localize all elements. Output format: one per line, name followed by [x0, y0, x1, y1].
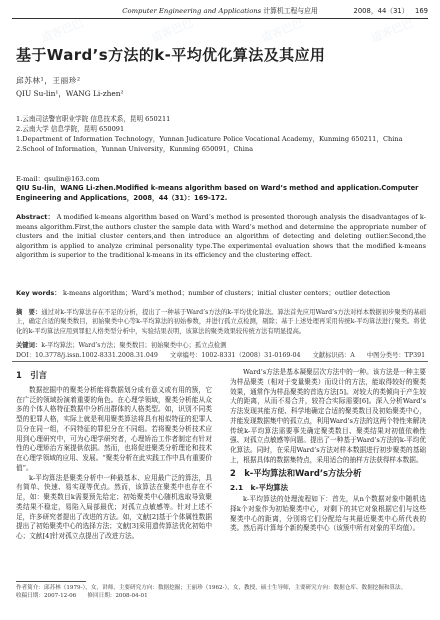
keywords-cn-label: 关键词：	[16, 342, 42, 349]
body-column-left	[16, 368, 212, 542]
body-paragraph: Ward’s方法是基本凝聚层次方法中的一种。该方法是一种主要为样品聚类（相对于变量聚类）而设计的方法，能取得较好的聚类效果，通常作为样品聚类的首选方法[5]。对较大的类倾向于产生较大的距离，从而不易合并，较符合实际需要[6]。深入分析Ward’s方法发现其能方便、科学地确定合适的聚类数目及初始聚类中心，并能发现数据集中的孤立点，利用Ward’s方法的这两个特性来解决传统k-平均算法需要事先确定聚类数目、聚类结果对初值依赖性强、对孤立点敏感等问题。提出了一种基于Ward’s方法的k-平均优化算法。同时，在采用Ward’s方法对样本数据进行初步聚类的基础上，根据具体的数据集特点，采用适合的抽样方法获得样本数据。	[230, 368, 426, 464]
abstract-cn	[16, 308, 426, 336]
email: E-mail：qsulin@163.com	[16, 175, 100, 183]
journal-name-cn: 计算机工程与应用	[263, 7, 318, 15]
watermark: 道客巴巴	[369, 16, 416, 45]
watermark: 道客巴巴	[149, 16, 196, 45]
body-paragraph: 数据挖掘中的聚类分析能将数据划分成有意义或有用的簇，它在广泛的领域扮演着重要的角色。在心理学领域，聚类分析能从众多的个体人格特征数据中分析出群体的人格类型。如，识别不同类型的犯罪人格，实际上就是利用聚类算法将具有相似特征的犯罪人员分在同一组，不同特征的罪犯分在不同组。若将聚类分析技术应用到心理研究中，可为心理学研究者，心理矫治工作者制定有针对性的心理矫治方案提供依据。然而，也将促进聚类分析理论和技术在心理学领域的应用、发展。“聚类分析在此实践工作中具有重要价值”。	[16, 385, 212, 472]
affiliation-1-en: 1.Department of Information Technology，Yunnan Judicature Police Vocational Academy，Kunming 650211，China	[16, 135, 403, 143]
keywords-en	[16, 289, 426, 299]
issue-page	[354, 5, 428, 15]
author-bio: 作者简介：邱苏林（1979-），女，讲师，主要研究方向：数据挖掘；王丽珍（1962-），女，教授，硕士生导师，主要研究方向：数据仓库、数据挖掘和算法。	[16, 585, 407, 591]
keywords-cn	[16, 340, 426, 349]
footnote-rule	[16, 581, 86, 582]
section-heading-intro: 1 引言	[16, 370, 47, 380]
watermark: 道客巴巴	[39, 16, 86, 45]
authors-en: QIU Su-lin¹，WANG Li-zhen²	[16, 89, 124, 98]
citation: QIU Su-lin，WANG Li-zhen.Modified k-means algorithm based on Ward’s method and application.Computer Engineering and Applications，2008，44（31）：169-172.	[16, 184, 419, 202]
article-number: 文章编号：1002-8331（2008）31-0169-04	[169, 352, 301, 359]
body-paragraph: k-平均算法是聚类分析中一种最基本、应用最广泛的算法，具有简单、快速、易实现等优点。然而，该算法在聚类中也存在不足，如：聚类数目k需要预先给定；初始聚类中心随机选取导致聚类结果不稳定，易陷入局部最优；对孤立点敏感等。针对上述不足，许多研究者提出了改进的方法。如，文献[2]基于个体属性数据提出了初始聚类中心的选择方法；文献[3]采用遗传算法优化初始中心；文献[4]针对孤立点提出了改进方法。	[16, 473, 212, 540]
document-code: 文献标识码：A	[312, 352, 355, 359]
section-heading-methods: 2 k-平均算法和Ward’s方法分析	[230, 467, 362, 478]
paper-title: 基于Ward’s方法的k-平均优化算法及其应用	[16, 46, 326, 64]
subsection-heading-kmeans: 2.1 k-平均算法	[230, 483, 289, 493]
abstract-cn-label: 摘 要：	[16, 309, 42, 316]
affiliation-2-en: 2.School of Information，Yunnan University，Kunming 650091，China	[16, 145, 254, 153]
authors-cn: 邱苏林¹，王丽珍²	[16, 76, 81, 85]
page-header	[12, 3, 428, 17]
page-number: 169	[415, 7, 428, 15]
header-rule	[12, 18, 428, 19]
body-paragraph: k-平均算法的处理流程如下：首先，从n个数据对象中随机选择k个对象作为初始聚类中心，对剩下的其它对象根据它们与这些聚类中心的距离，分别将它们分配给与其最近聚类中心所代表的类。然后再计算每个新的聚类中心（该簇中所有对象的平均值）。	[230, 495, 426, 533]
keywords-cn-text: k-平均算法；Ward’s方法；聚类数目；初始聚类中心；孤立点检测	[41, 342, 227, 349]
clc-number: 中图分类号：TP391	[366, 352, 426, 359]
body-column-right	[230, 368, 426, 534]
keywords-label: Key words：	[16, 289, 61, 297]
affiliation-2-cn: 2.云南大学 信息学院，昆明 650091	[16, 125, 125, 133]
article-identifiers	[16, 350, 426, 359]
section-divider	[12, 361, 428, 362]
received-dates: 收稿日期：2007-12-06 修回日期：2008-04-01	[16, 593, 148, 599]
watermark: 道客巴巴	[259, 16, 306, 45]
keywords-text: k-means algorithm；Ward’s method；number of clusters；initial cluster centers；outlier detection	[62, 289, 391, 297]
affiliations	[16, 114, 403, 154]
issue: 2008，44（31）	[353, 7, 409, 15]
abstract-label: Abstract：	[16, 213, 55, 221]
doi: DOI：10.3778/j.issn.1002-8331.2008.31.049	[16, 352, 158, 359]
abstract-en	[16, 213, 426, 261]
footnote	[16, 584, 426, 600]
abstract-text: A modified k-means algorithm based on Ward’s method is presented thorough analysis the disadvantages of k-means algorithm.First,the authors cluster the sample data with Ward’s method and determine the appropriate number of clusters and the initial cluster centers,and then introduce an algorithm of detecting and deleting outlier.Second,the algorithm is applied to analyze criminal personality type.The experimental evaluation shows that the modified k-means algorithm is superior to the traditional k-means in its efficiency and the clustering effect.	[16, 213, 426, 260]
affiliation-1-cn: 1.云南司法警官职业学院 信息技术系，昆明 650211	[16, 115, 171, 123]
journal-name-en: Computer Engineering and Applications	[122, 7, 262, 15]
abstract-cn-text: 通过对k-平均算法存在不足的分析，提出了一种基于Ward’s方法的k-平均优化算法。算法首先应用Ward’s方法对样本数据初步聚类的基础上，确定合适的聚类数目，初始聚类中心等k-平均算法的初始参数，并进行孤立点检测，剔除；基于上述处理再采用传统k-平均算法进行聚类。将优化的k-平均算法应用到罪犯人格类型分析中，实验结果表明，该算法的聚类效果较传统方法有明显提高。	[16, 309, 426, 335]
